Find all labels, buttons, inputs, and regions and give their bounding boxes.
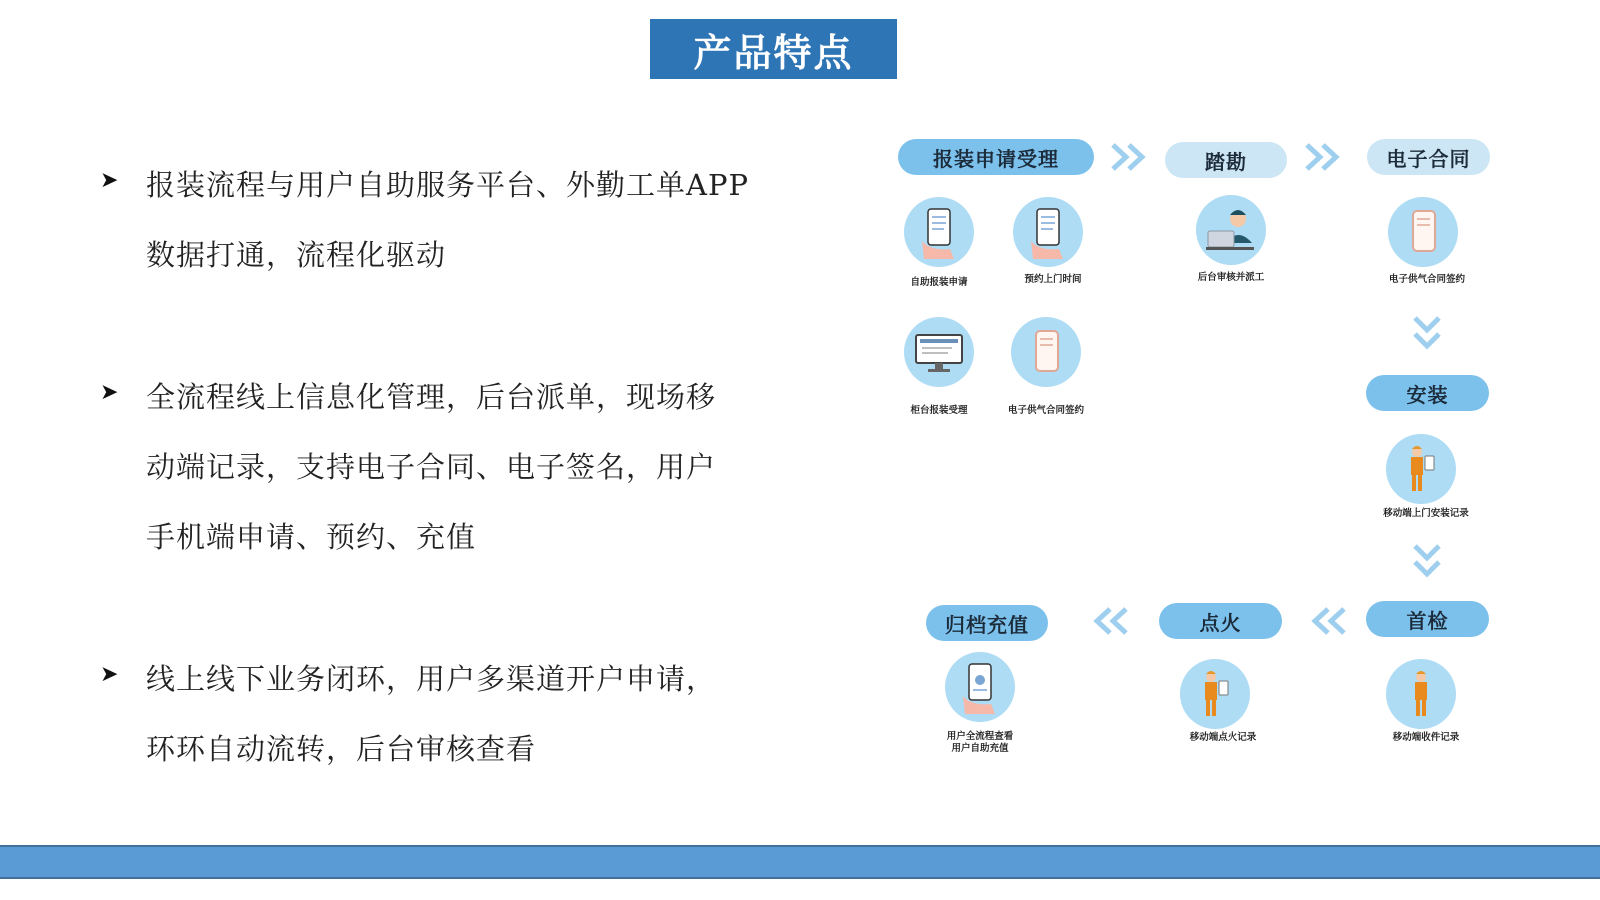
stage-install: 安装	[1366, 375, 1489, 411]
chevron-left-icon	[1306, 606, 1348, 636]
worker-with-clipboard-icon	[1386, 434, 1456, 504]
bullet-arrow-icon: ➤	[100, 662, 119, 687]
item-caption-e-contract-sign: 电子供气合同签约	[1388, 274, 1465, 285]
item-caption-e-contract-sign: 电子供气合同签约	[1007, 405, 1084, 416]
bullet-arrow-icon: ➤	[100, 168, 119, 193]
item-caption-appointment: 预约上门时间	[1024, 274, 1082, 285]
chevron-down-icon	[1412, 314, 1442, 354]
bullet-line: 报装流程与用户自助服务平台、外勤工单APP	[146, 168, 749, 202]
stage-inspect: 首检	[1366, 601, 1489, 637]
agent-at-laptop-icon	[1196, 195, 1266, 265]
item-caption-inspect-record: 移动端收件记录	[1392, 732, 1460, 743]
chevron-down-icon	[1412, 542, 1442, 582]
chevron-right-icon	[1109, 142, 1151, 172]
stage-apply: 报装申请受理	[898, 139, 1094, 175]
bullet-line: 全流程线上信息化管理，后台派单，现场移	[146, 380, 717, 414]
item-caption-install-record: 移动端上门安装记录	[1383, 508, 1469, 519]
bullet-line: 线上线下业务闭环，用户多渠道开户申请，	[146, 662, 717, 696]
item-caption-counter-accept: 柜台报装受理	[910, 405, 968, 416]
phone-in-hand-icon	[1013, 197, 1083, 267]
item-caption-user-view	[910, 731, 1050, 755]
caption-line: 用户自助充值	[951, 743, 1009, 754]
bullet-arrow-icon: ➤	[100, 380, 119, 405]
chevron-left-icon	[1088, 606, 1130, 636]
page-title: 产品特点	[650, 19, 897, 79]
bullet-line: 环环自动流转，后台审核查看	[146, 732, 537, 766]
bullet-line: 动端记录，支持电子合同、电子签名，用户	[146, 450, 717, 484]
caption-line: 用户全流程查看	[946, 731, 1014, 742]
smartphone-icon	[1388, 197, 1458, 267]
stage-survey: 踏勘	[1165, 142, 1287, 178]
stage-ignite: 点火	[1159, 603, 1282, 639]
bullet-line: 手机端申请、预约、充值	[146, 520, 477, 554]
item-caption-self-apply: 自助报装申请	[910, 277, 968, 288]
bullet-line: 数据打通，流程化驱动	[146, 238, 447, 272]
stage-archive: 归档充值	[926, 605, 1048, 641]
phone-in-hand-icon	[904, 197, 974, 267]
worker-icon	[1386, 659, 1456, 729]
footer-bar	[0, 845, 1600, 879]
desktop-monitor-icon	[904, 317, 974, 387]
item-caption-backend-dispatch: 后台审核并派工	[1197, 272, 1265, 283]
phone-in-hand-icon	[945, 652, 1015, 722]
stage-contract: 电子合同	[1367, 139, 1490, 175]
worker-with-clipboard-icon	[1180, 659, 1250, 729]
item-caption-ignite-record: 移动端点火记录	[1189, 732, 1257, 743]
chevron-right-icon	[1303, 142, 1345, 172]
smartphone-icon	[1011, 317, 1081, 387]
